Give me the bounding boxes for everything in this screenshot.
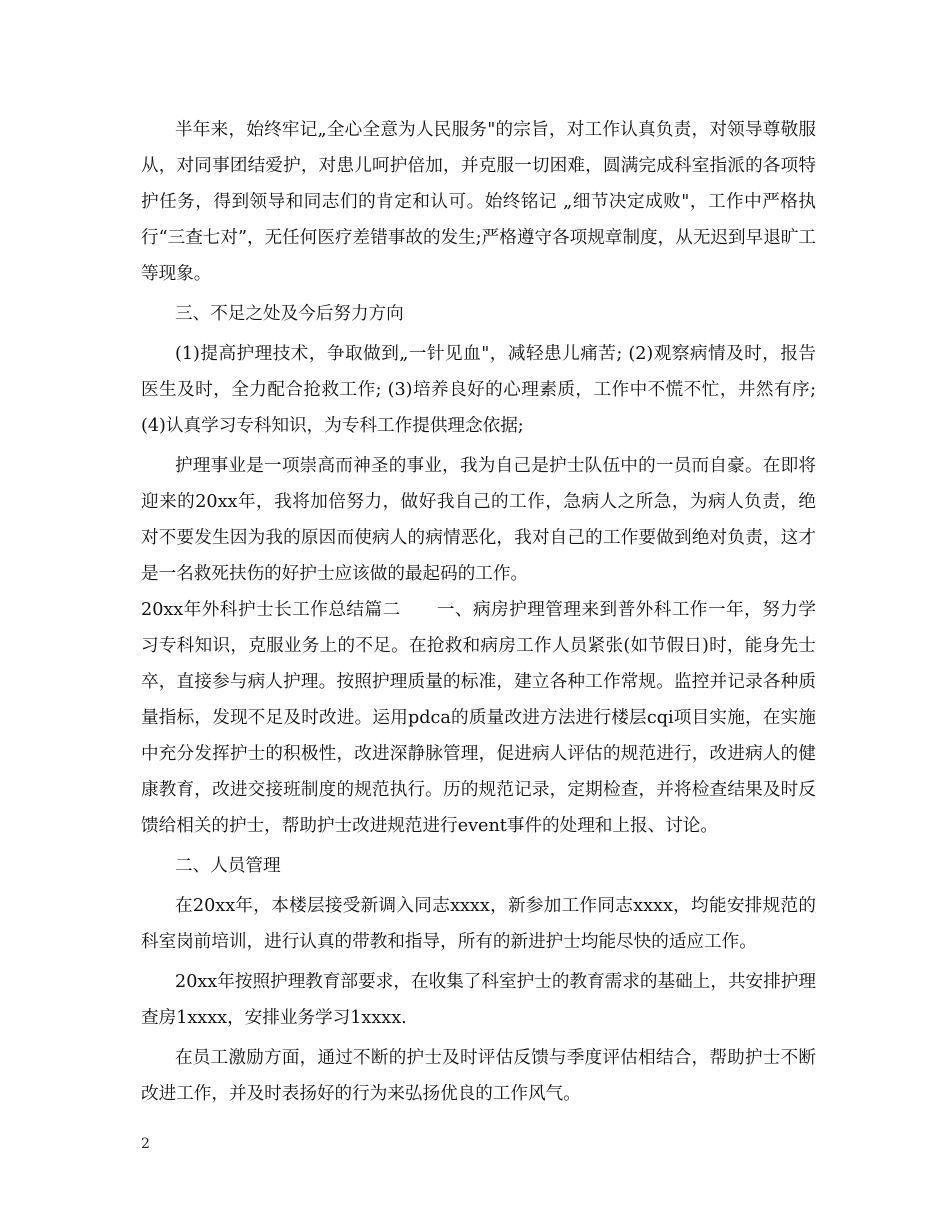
paragraph-staff-motivation: 在员工激励方面，通过不断的护士及时评估反馈与季度评估相结合，帮助护士不断改进工作，并及时表扬好的行为来弘扬优良的工作风气。	[141, 1048, 816, 1104]
section-heading-staff-management: 二、人员管理	[175, 856, 281, 876]
document-body	[141, 112, 816, 1112]
paragraph-summary-part-two: 20xx年外科护士长工作总结篇二 一、病房护理管理来到普外科工作一年，努力学习专科知识，克服业务上的不足。在抢救和病房工作人员紧张(如节假日)时，能身先士卒，直接参与病人护理。按照护理质量的标准，建立各种工作常规。监控并记录各种质量指标，发现不足及时改进。运用pdca的质量改进方法进行楼层cqi项目实施，在实施中充分发挥护士的积极性，改进深静脉管理，促进病人评估的规范进行，改进病人的健康教育，改进交接班制度的规范执行。历的规范记录，定期检查，并将检查结果及时反馈给相关的护士，帮助护士改进规范进行event事件的处理和上报、讨论。	[141, 600, 816, 836]
paragraph-improvement-goals: (1)提高护理技术，争取做到„一针见血"，减轻患儿痛苦; (2)观察病情及时，报告医生及时，全力配合抢救工作; (3)培养良好的心理素质，工作中不慌不忙，井然有序; (4)认真学习专科知识，为专科工作提供理念依据;	[141, 344, 816, 436]
paragraph-education-plan: 20xx年按照护理教育部要求，在收集了科室护士的教育需求的基础上，共安排护理查房1xxxx，安排业务学习1xxxx.	[141, 972, 816, 1028]
section-heading-shortcomings: 三、不足之处及今后努力方向	[175, 304, 404, 324]
paragraph-work-attitude: 半年来，始终牢记„全心全意为人民服务"的宗旨，对工作认真负责，对领导尊敬服从，对同事团结爱护，对患儿呵护倍加，并克服一切困难，圆满完成科室指派的各项特护任务，得到领导和同志们的肯定和认可。始终铭记 „细节决定成败"，工作中严格执行“三查七对”，无任何医疗差错事故的发生;严格遵守各项规章制度，从无迟到早退旷工等现象。	[141, 120, 816, 284]
paragraph-nursing-career: 护理事业是一项崇高而神圣的事业，我为自己是护士队伍中的一员而自豪。在即将迎来的20xx年，我将加倍努力，做好我自己的工作，急病人之所急，为病人负责，绝对不要发生因为我的原因而使病人的病情恶化，我对自己的工作要做到绝对负责，这才是一名救死扶伤的好护士应该做的最起码的工作。	[141, 456, 816, 584]
page-number: 2	[141, 1136, 150, 1152]
paragraph-new-staff: 在20xx年，本楼层接受新调入同志xxxx，新参加工作同志xxxx，均能安排规范的科室岗前培训，进行认真的带教和指导，所有的新进护士均能尽快的适应工作。	[141, 896, 816, 952]
